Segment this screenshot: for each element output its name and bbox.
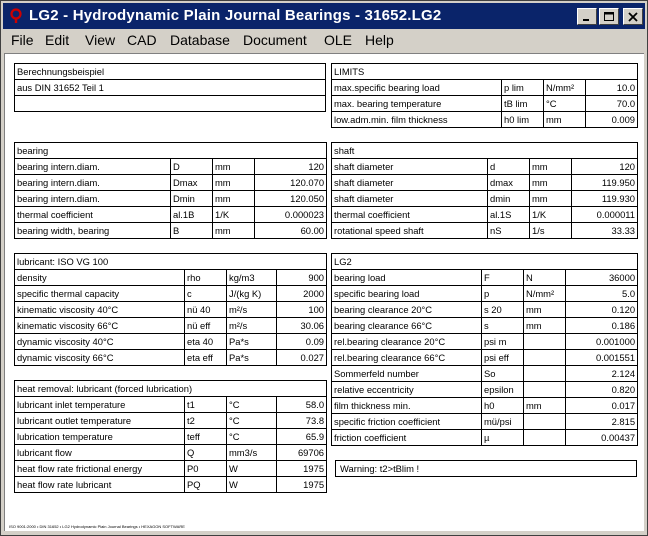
row-label: dynamic viscosity 66°C: [15, 350, 185, 366]
minimize-icon: [582, 12, 592, 22]
row-value[interactable]: 1975: [277, 477, 327, 493]
row-unit: °C: [227, 413, 277, 429]
table-row: [15, 334, 327, 350]
row-label: specific thermal capacity: [15, 286, 185, 302]
row-unit: °C: [544, 96, 586, 112]
row-unit: mm: [213, 159, 255, 175]
row-value[interactable]: 69706: [277, 445, 327, 461]
row-label: specific bearing load: [332, 286, 482, 302]
row-symbol: al.1B: [171, 207, 213, 223]
bearing-table: [14, 142, 327, 239]
row-value[interactable]: 10.0: [586, 80, 638, 96]
row-label: thermal coefficient: [332, 207, 488, 223]
row-label: friction coefficient: [332, 430, 482, 446]
row-label: bearing intern.diam.: [15, 191, 171, 207]
row-unit: mm: [530, 191, 572, 207]
warning-message: Warning: t2>tBlim !: [335, 460, 637, 477]
table-row: [332, 286, 638, 302]
row-symbol: dmax: [488, 175, 530, 191]
row-unit: [524, 430, 566, 446]
row-value[interactable]: 5.0: [566, 286, 638, 302]
limits-rows: [332, 80, 638, 128]
row-symbol: So: [482, 366, 524, 382]
heat-removal-table: [14, 380, 327, 493]
row-unit: 1/s: [530, 223, 572, 239]
row-unit: mm: [524, 302, 566, 318]
row-value[interactable]: 0.001000: [566, 334, 638, 350]
table-row: [332, 112, 638, 128]
row-unit: m²/s: [227, 318, 277, 334]
limits-table: [331, 63, 638, 128]
row-label: shaft diameter: [332, 191, 488, 207]
row-label: heat flow rate lubricant: [15, 477, 185, 493]
row-label: heat flow rate frictional energy: [15, 461, 185, 477]
table-row: [15, 350, 327, 366]
shaft-header: shaft: [332, 143, 638, 159]
row-value[interactable]: 0.009: [586, 112, 638, 128]
row-symbol: t2: [185, 413, 227, 429]
row-unit: [524, 414, 566, 430]
row-value[interactable]: 1975: [277, 461, 327, 477]
window-title: LG2 - Hydrodynamic Plain Journal Bearings - 31652.LG2: [29, 7, 442, 24]
close-icon: [628, 12, 638, 22]
row-symbol: F: [482, 270, 524, 286]
row-unit: [524, 334, 566, 350]
menu-document[interactable]: Document: [243, 32, 307, 48]
maximize-button[interactable]: [599, 8, 619, 25]
row-symbol: Q: [185, 445, 227, 461]
lg2-results-table: [331, 253, 638, 446]
row-label: rel.bearing clearance 66°C: [332, 350, 482, 366]
row-label: density: [15, 270, 185, 286]
row-value[interactable]: 0.820: [566, 382, 638, 398]
menu-edit[interactable]: Edit: [45, 32, 70, 48]
example-line-2: aus DIN 31652 Teil 1: [15, 80, 326, 96]
table-row: [15, 270, 327, 286]
table-row: [332, 223, 638, 239]
menu-ole[interactable]: OLE: [324, 32, 353, 48]
table-row: [332, 334, 638, 350]
row-label: specific friction coefficient: [332, 414, 482, 430]
table-row: [15, 318, 327, 334]
table-row: [332, 302, 638, 318]
row-symbol: h0: [482, 398, 524, 414]
row-unit: Pa*s: [227, 350, 277, 366]
row-value[interactable]: 58.0: [277, 397, 327, 413]
lg2-header: LG2: [332, 254, 638, 270]
table-row: [332, 175, 638, 191]
row-unit: mm: [524, 318, 566, 334]
table-row: [332, 398, 638, 414]
row-value[interactable]: 120.050: [255, 191, 327, 207]
row-symbol: s: [482, 318, 524, 334]
close-button[interactable]: [623, 8, 643, 25]
heat-rows: [15, 397, 327, 493]
menu-cad[interactable]: CAD: [127, 32, 157, 48]
row-value[interactable]: 2.815: [566, 414, 638, 430]
row-value[interactable]: 30.06: [277, 318, 327, 334]
row-value[interactable]: 70.0: [586, 96, 638, 112]
row-label: shaft diameter: [332, 159, 488, 175]
table-row: [332, 350, 638, 366]
row-unit: 1/K: [213, 207, 255, 223]
table-row: [332, 270, 638, 286]
row-symbol: h0 lim: [502, 112, 544, 128]
row-value[interactable]: 119.950: [572, 175, 638, 191]
row-unit: N: [524, 270, 566, 286]
row-unit: N/mm²: [524, 286, 566, 302]
row-unit: J/(kg K): [227, 286, 277, 302]
row-value[interactable]: 0.186: [566, 318, 638, 334]
row-symbol: mü/psi: [482, 414, 524, 430]
row-symbol: B: [171, 223, 213, 239]
app-icon[interactable]: [8, 8, 24, 24]
lubricant-table: [14, 253, 327, 366]
row-label: max.specific bearing load: [332, 80, 502, 96]
menu-help[interactable]: Help: [365, 32, 394, 48]
row-unit: mm: [544, 112, 586, 128]
row-label: kinematic viscosity 66°C: [15, 318, 185, 334]
minimize-button[interactable]: [577, 8, 597, 25]
table-row: [332, 159, 638, 175]
row-symbol: dmin: [488, 191, 530, 207]
row-value[interactable]: 120: [572, 159, 638, 175]
row-label: shaft diameter: [332, 175, 488, 191]
row-symbol: t1: [185, 397, 227, 413]
row-value[interactable]: 0.09: [277, 334, 327, 350]
row-symbol: rho: [185, 270, 227, 286]
status-line: ISO 9001:2000 • DIN 31652 • LG2 Hydrodynamic Plain Journal Bearings • HEXAGON SOFTWARE: [9, 524, 185, 529]
row-symbol: psi eff: [482, 350, 524, 366]
table-row: [15, 175, 327, 191]
bearing-header: bearing: [15, 143, 327, 159]
row-value[interactable]: 33.33: [572, 223, 638, 239]
lg2-rows: [332, 270, 638, 446]
row-value[interactable]: 0.00437: [566, 430, 638, 446]
row-label: lubricant flow: [15, 445, 185, 461]
row-unit: N/mm²: [544, 80, 586, 96]
row-value[interactable]: 0.000011: [572, 207, 638, 223]
row-unit: mm: [524, 398, 566, 414]
row-label: lubricant inlet temperature: [15, 397, 185, 413]
menu-database[interactable]: Database: [170, 32, 230, 48]
row-unit: mm3/s: [227, 445, 277, 461]
row-unit: °C: [227, 429, 277, 445]
row-symbol: PQ: [185, 477, 227, 493]
row-label: bearing load: [332, 270, 482, 286]
example-panel: [14, 63, 326, 112]
row-symbol: nü 40: [185, 302, 227, 318]
row-symbol: p: [482, 286, 524, 302]
row-label: relative eccentricity: [332, 382, 482, 398]
row-symbol: nS: [488, 223, 530, 239]
row-symbol: p lim: [502, 80, 544, 96]
menu-file[interactable]: File: [11, 32, 34, 48]
row-label: bearing intern.diam.: [15, 175, 171, 191]
row-symbol: D: [171, 159, 213, 175]
row-symbol: teff: [185, 429, 227, 445]
table-row: [332, 191, 638, 207]
row-symbol: al.1S: [488, 207, 530, 223]
row-symbol: Dmin: [171, 191, 213, 207]
row-label: lubrication temperature: [15, 429, 185, 445]
row-symbol: P0: [185, 461, 227, 477]
row-value[interactable]: 0.027: [277, 350, 327, 366]
row-unit: °C: [227, 397, 277, 413]
row-value[interactable]: 0.000023: [255, 207, 327, 223]
table-row: [15, 397, 327, 413]
row-value[interactable]: 36000: [566, 270, 638, 286]
row-symbol: psi m: [482, 334, 524, 350]
lubricant-header: lubricant: ISO VG 100: [15, 254, 327, 270]
table-row: [15, 159, 327, 175]
table-row: [15, 413, 327, 429]
row-unit: m²/s: [227, 302, 277, 318]
table-row: [15, 429, 327, 445]
row-unit: kg/m3: [227, 270, 277, 286]
example-line-3: [15, 96, 326, 112]
title-bar: [3, 3, 645, 29]
row-label: dynamic viscosity 40°C: [15, 334, 185, 350]
row-label: film thickness min.: [332, 398, 482, 414]
row-label: bearing clearance 20°C: [332, 302, 482, 318]
table-row: [15, 191, 327, 207]
row-value[interactable]: 119.930: [572, 191, 638, 207]
row-value[interactable]: 120: [255, 159, 327, 175]
lubricant-rows: [15, 270, 327, 366]
row-value[interactable]: 0.017: [566, 398, 638, 414]
table-row: [15, 477, 327, 493]
row-value[interactable]: 73.8: [277, 413, 327, 429]
row-value[interactable]: 2.124: [566, 366, 638, 382]
row-unit: [524, 366, 566, 382]
shaft-table: [331, 142, 638, 239]
row-label: rel.bearing clearance 20°C: [332, 334, 482, 350]
row-symbol: d: [488, 159, 530, 175]
row-label: max. bearing temperature: [332, 96, 502, 112]
maximize-icon: [604, 12, 614, 22]
row-unit: 1/K: [530, 207, 572, 223]
row-symbol: eta 40: [185, 334, 227, 350]
row-label: low.adm.min. film thickness: [332, 112, 502, 128]
table-row: [332, 207, 638, 223]
example-line-1: Berechnungsbeispiel: [15, 64, 326, 80]
table-row: [15, 286, 327, 302]
table-row: [332, 382, 638, 398]
row-value[interactable]: 0.001551: [566, 350, 638, 366]
document-area[interactable]: [4, 53, 644, 531]
row-value[interactable]: 100: [277, 302, 327, 318]
row-unit: [524, 350, 566, 366]
row-value[interactable]: 2000: [277, 286, 327, 302]
row-label: bearing width, bearing: [15, 223, 171, 239]
row-symbol: µ: [482, 430, 524, 446]
row-symbol: nü eff: [185, 318, 227, 334]
row-symbol: eta eff: [185, 350, 227, 366]
menu-view[interactable]: View: [85, 32, 116, 48]
row-symbol: c: [185, 286, 227, 302]
row-symbol: tB lim: [502, 96, 544, 112]
row-symbol: epsilon: [482, 382, 524, 398]
table-row: [15, 445, 327, 461]
table-row: [15, 207, 327, 223]
table-row: [332, 96, 638, 112]
row-value[interactable]: 60.00: [255, 223, 327, 239]
row-label: bearing clearance 66°C: [332, 318, 482, 334]
table-row: [332, 366, 638, 382]
table-row: [332, 414, 638, 430]
shaft-rows: [332, 159, 638, 239]
row-unit: Pa*s: [227, 334, 277, 350]
row-value[interactable]: 900: [277, 270, 327, 286]
row-unit: W: [227, 477, 277, 493]
row-unit: mm: [530, 159, 572, 175]
menu-bar: [3, 30, 645, 52]
heat-header: heat removal: lubricant (forced lubrication): [15, 381, 327, 397]
table-row: [15, 461, 327, 477]
row-unit: W: [227, 461, 277, 477]
bearing-rows: [15, 159, 327, 239]
row-label: lubricant outlet temperature: [15, 413, 185, 429]
row-unit: [524, 382, 566, 398]
row-label: bearing intern.diam.: [15, 159, 171, 175]
row-value[interactable]: 120.070: [255, 175, 327, 191]
row-unit: mm: [213, 223, 255, 239]
table-row: [15, 302, 327, 318]
table-row: [332, 80, 638, 96]
row-symbol: Dmax: [171, 175, 213, 191]
row-label: Sommerfeld number: [332, 366, 482, 382]
row-value[interactable]: 0.120: [566, 302, 638, 318]
row-symbol: s 20: [482, 302, 524, 318]
row-unit: mm: [213, 191, 255, 207]
table-row: [332, 318, 638, 334]
row-value[interactable]: 65.9: [277, 429, 327, 445]
table-row: [332, 430, 638, 446]
table-row: [15, 223, 327, 239]
row-label: rotational speed shaft: [332, 223, 488, 239]
row-unit: mm: [530, 175, 572, 191]
row-unit: mm: [213, 175, 255, 191]
row-label: thermal coefficient: [15, 207, 171, 223]
row-label: kinematic viscosity 40°C: [15, 302, 185, 318]
limits-header: LIMITS: [332, 64, 638, 80]
